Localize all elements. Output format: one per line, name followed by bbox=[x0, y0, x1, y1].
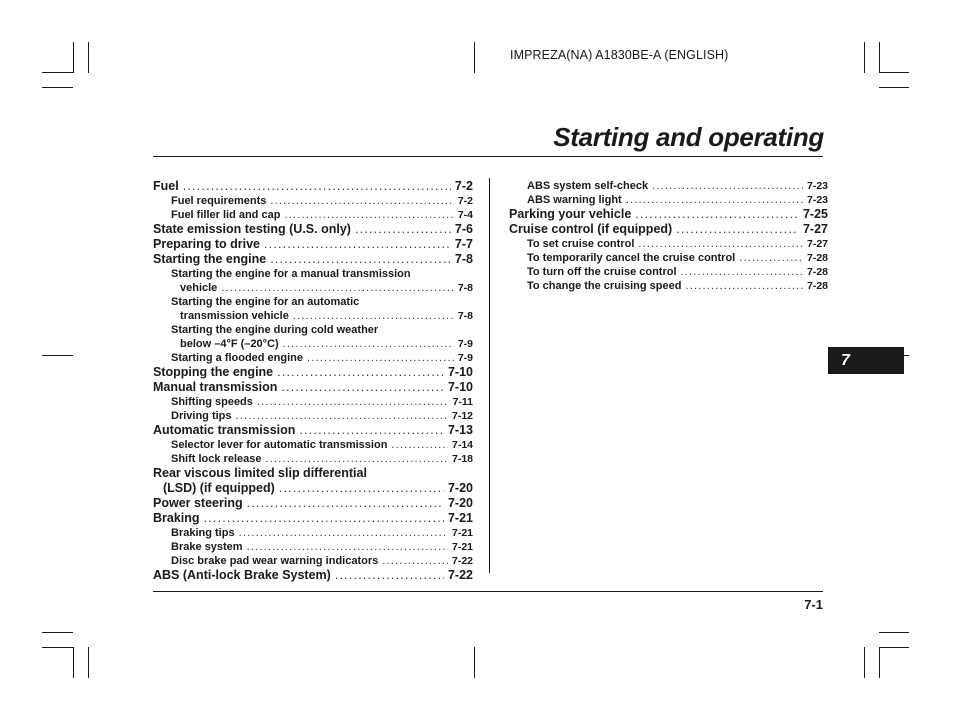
toc-entry-page: 7-20 bbox=[447, 481, 473, 495]
toc-entry-page: 7-25 bbox=[802, 207, 828, 221]
toc-entry-label: Automatic transmission bbox=[153, 423, 296, 437]
toc-entry-page: 7-11 bbox=[452, 396, 473, 408]
toc-entry-label: Shifting speeds bbox=[171, 396, 253, 408]
dot-leader bbox=[293, 309, 454, 323]
divider bbox=[153, 591, 823, 592]
toc-entry[interactable] bbox=[153, 409, 473, 423]
dot-leader bbox=[284, 208, 453, 222]
toc-entry[interactable] bbox=[153, 466, 473, 481]
toc-entry-page: 7-9 bbox=[457, 338, 473, 350]
toc-entry-continuation[interactable] bbox=[153, 309, 473, 323]
toc-entry-label: Fuel bbox=[153, 179, 179, 193]
toc-entry[interactable] bbox=[153, 540, 473, 554]
dot-leader bbox=[635, 207, 799, 222]
crop-mark bbox=[474, 42, 475, 73]
toc-entry-page: 7-4 bbox=[457, 209, 473, 221]
toc-entry[interactable] bbox=[153, 554, 473, 568]
dot-leader bbox=[247, 496, 444, 511]
toc-entry-label: Preparing to drive bbox=[153, 237, 260, 251]
toc-entry[interactable] bbox=[153, 237, 473, 252]
dot-leader bbox=[638, 237, 803, 251]
toc-entry-page: 7-18 bbox=[451, 453, 473, 465]
toc-entry[interactable] bbox=[153, 395, 473, 409]
dot-leader bbox=[307, 351, 454, 365]
toc-entry-page: 7-28 bbox=[806, 280, 828, 292]
toc-entry[interactable] bbox=[153, 252, 473, 267]
crop-mark bbox=[42, 355, 73, 356]
toc-entry-label: To change the cruising speed bbox=[527, 280, 682, 292]
toc-entry-label: To turn off the cruise control bbox=[527, 266, 677, 278]
toc-entry-label: Braking bbox=[153, 511, 200, 525]
crop-mark bbox=[42, 87, 73, 88]
toc-entry-page: 7-28 bbox=[806, 266, 828, 278]
divider bbox=[153, 156, 823, 157]
toc-entry[interactable] bbox=[153, 351, 473, 365]
crop-mark bbox=[879, 42, 880, 73]
dot-leader bbox=[299, 423, 444, 438]
toc-entry[interactable] bbox=[509, 237, 828, 251]
toc-entry-page: 7-14 bbox=[451, 439, 473, 451]
toc-entry-label: Driving tips bbox=[171, 410, 232, 422]
toc-entry-page: 7-12 bbox=[451, 410, 473, 422]
toc-entry[interactable] bbox=[153, 323, 473, 337]
toc-entry[interactable] bbox=[153, 208, 473, 222]
dot-leader bbox=[739, 251, 803, 265]
toc-entry[interactable] bbox=[153, 526, 473, 540]
toc-entry-label: Cruise control (if equipped) bbox=[509, 222, 673, 236]
toc-entry-page: 7-27 bbox=[802, 222, 828, 236]
dot-leader bbox=[247, 540, 448, 554]
toc-left-column bbox=[153, 179, 473, 583]
toc-entry[interactable] bbox=[153, 295, 473, 309]
page-number: 7-1 bbox=[804, 597, 823, 612]
toc-entry-label: Braking tips bbox=[171, 527, 235, 539]
toc-entry-label: To temporarily cancel the cruise control bbox=[527, 252, 736, 264]
toc-entry-page: 7-10 bbox=[447, 380, 473, 394]
toc-entry-label: below –4°F (–20°C) bbox=[180, 338, 279, 350]
toc-entry-label: Brake system bbox=[171, 541, 243, 553]
dot-leader bbox=[239, 526, 448, 540]
dot-leader bbox=[355, 222, 451, 237]
dot-leader bbox=[382, 554, 448, 568]
dot-leader bbox=[204, 511, 444, 526]
dot-leader bbox=[270, 194, 453, 208]
toc-entry-label: Rear viscous limited slip differential bbox=[153, 466, 367, 480]
chapter-tab: 7 bbox=[828, 347, 904, 374]
column-divider bbox=[489, 178, 490, 573]
toc-right-column bbox=[509, 179, 828, 293]
dot-leader bbox=[221, 281, 454, 295]
toc-entry[interactable] bbox=[153, 496, 473, 511]
toc-entry-label: Selector lever for automatic transmission bbox=[171, 439, 388, 451]
toc-entry-page: 7-8 bbox=[454, 252, 473, 266]
chapter-title: Starting and operating bbox=[553, 122, 824, 152]
crop-mark bbox=[42, 72, 73, 73]
dot-leader bbox=[257, 395, 449, 409]
dot-leader bbox=[652, 179, 803, 193]
crop-mark bbox=[73, 647, 74, 678]
toc-entry[interactable] bbox=[153, 365, 473, 380]
toc-entry-page: 7-21 bbox=[451, 527, 473, 539]
toc-entry-label: Starting the engine bbox=[153, 252, 267, 266]
toc-entry-label: transmission vehicle bbox=[180, 310, 289, 322]
toc-entry[interactable] bbox=[509, 279, 828, 293]
dot-leader bbox=[183, 179, 451, 194]
toc-entry[interactable] bbox=[509, 179, 828, 193]
crop-mark bbox=[879, 87, 909, 88]
toc-entry[interactable] bbox=[509, 222, 828, 237]
dot-leader bbox=[277, 365, 444, 380]
crop-mark bbox=[42, 647, 73, 648]
toc-entry[interactable] bbox=[509, 193, 828, 207]
toc-entry[interactable] bbox=[153, 438, 473, 452]
toc-entry-page: 7-20 bbox=[447, 496, 473, 510]
dot-leader bbox=[685, 279, 803, 293]
dot-leader bbox=[270, 252, 451, 267]
crop-mark bbox=[73, 42, 74, 73]
crop-mark bbox=[88, 647, 89, 678]
toc-entry-label: Starting the engine for a manual transmission bbox=[171, 268, 411, 280]
toc-entry-label: Starting the engine during cold weather bbox=[171, 324, 379, 336]
toc-entry-label: Fuel requirements bbox=[171, 195, 267, 207]
toc-entry-label: State emission testing (U.S. only) bbox=[153, 222, 351, 236]
toc-entry[interactable] bbox=[153, 568, 473, 583]
toc-entry-page: 7-21 bbox=[447, 511, 473, 525]
dot-leader bbox=[266, 452, 448, 466]
toc-entry[interactable] bbox=[153, 452, 473, 466]
crop-mark bbox=[42, 632, 73, 633]
toc-entry[interactable] bbox=[153, 179, 473, 194]
toc-entry-label: Shift lock release bbox=[171, 453, 262, 465]
toc-entry[interactable] bbox=[153, 511, 473, 526]
toc-entry-label: Manual transmission bbox=[153, 380, 278, 394]
toc-entry[interactable] bbox=[509, 265, 828, 279]
toc-entry-page: 7-8 bbox=[457, 310, 473, 322]
toc-entry-label: ABS system self-check bbox=[527, 180, 649, 192]
toc-entry-label: Starting a flooded engine bbox=[171, 352, 304, 364]
toc-entry[interactable] bbox=[153, 222, 473, 237]
dot-leader bbox=[236, 409, 448, 423]
toc-entry-label: ABS (Anti-lock Brake System) bbox=[153, 568, 331, 582]
dot-leader bbox=[264, 237, 451, 252]
toc-entry[interactable] bbox=[153, 380, 473, 395]
toc-entry-page: 7-21 bbox=[451, 541, 473, 553]
toc-entry-page: 7-6 bbox=[454, 222, 473, 236]
toc-entry-page: 7-13 bbox=[447, 423, 473, 437]
dot-leader bbox=[281, 380, 444, 395]
dot-leader bbox=[391, 438, 448, 452]
toc-entry[interactable] bbox=[509, 251, 828, 265]
toc-entry-page: 7-10 bbox=[447, 365, 473, 379]
document-code: IMPREZA(NA) A1830BE-A (ENGLISH) bbox=[510, 48, 729, 62]
toc-entry-label: Stopping the engine bbox=[153, 365, 274, 379]
toc-entry-page: 7-22 bbox=[451, 555, 473, 567]
toc-entry-page: 7-9 bbox=[457, 352, 473, 364]
toc-entry-page: 7-2 bbox=[454, 179, 473, 193]
toc-entry-label: Starting the engine for an automatic bbox=[171, 296, 360, 308]
toc-entry-page: 7-8 bbox=[457, 282, 473, 294]
crop-mark bbox=[88, 42, 89, 73]
dot-leader bbox=[626, 193, 803, 207]
crop-mark bbox=[879, 632, 909, 633]
dot-leader bbox=[676, 222, 799, 237]
toc-entry-page: 7-28 bbox=[806, 252, 828, 264]
toc-entry[interactable] bbox=[153, 267, 473, 281]
toc-entry[interactable] bbox=[153, 423, 473, 438]
toc-entry-page: 7-23 bbox=[806, 180, 828, 192]
toc-entry-continuation[interactable] bbox=[153, 481, 473, 496]
crop-mark bbox=[879, 647, 880, 678]
toc-entry-page: 7-7 bbox=[454, 237, 473, 251]
toc-entry-label: vehicle bbox=[180, 282, 218, 294]
toc-entry-label: Fuel filler lid and cap bbox=[171, 209, 281, 221]
crop-mark bbox=[474, 647, 475, 678]
dot-leader bbox=[283, 337, 454, 351]
toc-entry-page: 7-22 bbox=[447, 568, 473, 582]
crop-mark bbox=[879, 72, 909, 73]
toc-entry-label: (LSD) (if equipped) bbox=[163, 481, 275, 495]
toc-entry[interactable] bbox=[153, 194, 473, 208]
toc-entry-label: To set cruise control bbox=[527, 238, 635, 250]
toc-entry-continuation[interactable] bbox=[153, 337, 473, 351]
dot-leader bbox=[279, 481, 444, 496]
toc-entry-continuation[interactable] bbox=[153, 281, 473, 295]
crop-mark bbox=[864, 42, 865, 73]
toc-entry-page: 7-23 bbox=[806, 194, 828, 206]
toc-entry[interactable] bbox=[509, 207, 828, 222]
dot-leader bbox=[681, 265, 803, 279]
toc-entry-label: Parking your vehicle bbox=[509, 207, 632, 221]
toc-entry-label: Power steering bbox=[153, 496, 243, 510]
crop-mark bbox=[879, 647, 909, 648]
toc-entry-label: ABS warning light bbox=[527, 194, 622, 206]
toc-entry-label: Disc brake pad wear warning indicators bbox=[171, 555, 379, 567]
dot-leader bbox=[335, 568, 444, 583]
toc-entry-page: 7-27 bbox=[806, 238, 828, 250]
crop-mark bbox=[864, 647, 865, 678]
toc-entry-page: 7-2 bbox=[457, 195, 473, 207]
